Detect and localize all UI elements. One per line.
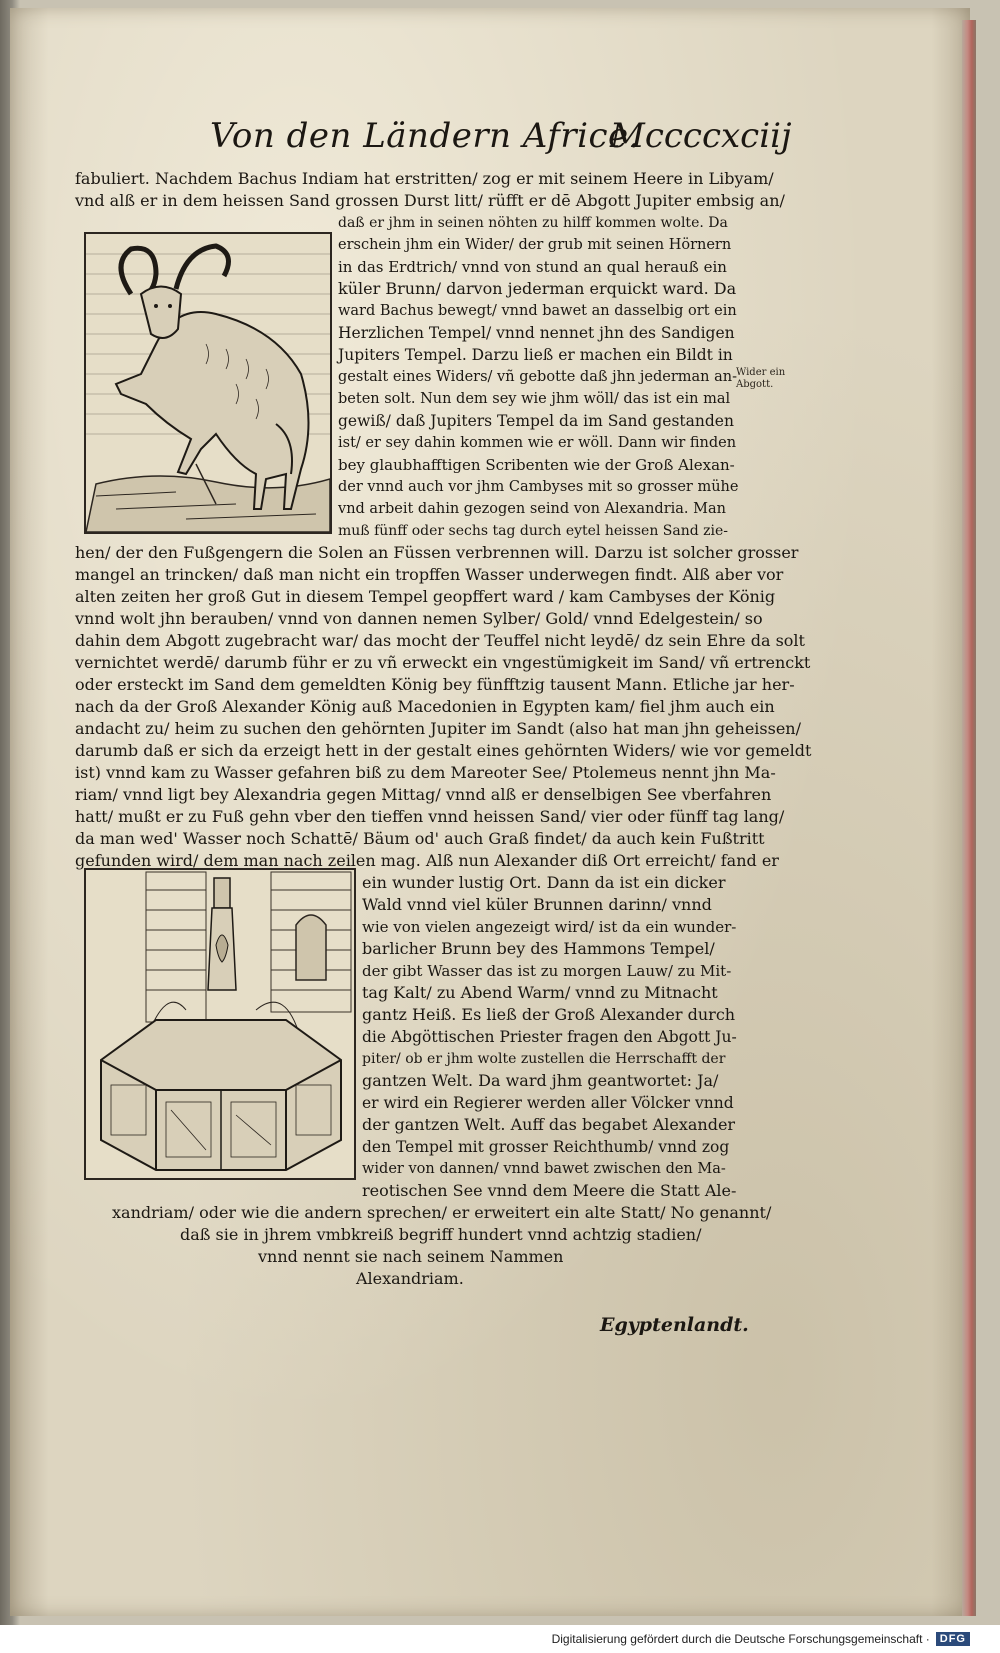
dfg-logo-icon: DFG (936, 1632, 970, 1646)
text-line-9: Jupiters Tempel. Darzu ließ er machen ein Bildt in (338, 346, 733, 364)
footer-credit-text: Digitalisierung gefördert durch die Deutsche Forschungsgemeinschaft · (551, 1632, 930, 1646)
text-line-22: dahin dem Abgott zugebracht war/ das mocht der Teuffel nicht leydē/ dz sein Ehre da solt (75, 631, 805, 650)
text-line-51: Alexandriam. (356, 1269, 464, 1288)
text-line-5: in das Erdtrich/ vnnd von stund an qual herauß ein (338, 258, 727, 276)
text-line-38: tag Kalt/ zu Abend Warm/ vnnd zu Mitnacht (362, 983, 718, 1002)
text-line-19: mangel an trincken/ daß man nicht ein tropffen Wasser underwegen findt. Alß aber vor (75, 565, 784, 584)
text-line-10: gestalt eines Widers/ vñ gebotte daß jhn jederman an- (338, 369, 738, 385)
text-line-36: barlicher Brunn bey des Hammons Tempel/ (362, 939, 715, 958)
text-line-20: alten zeiten her groß Gut in diesem Tempel geopffert ward / kam Cambyses der König (75, 587, 776, 606)
marginal-note: Wider ein Abgott. (736, 367, 786, 390)
text-line-8: Herzlichen Tempel/ vnnd nennet jhn des Sandigen (338, 324, 735, 342)
text-line-50: vnnd nennt sie nach seinem Nammen (258, 1247, 564, 1266)
text-line-39: gantz Heiß. Es ließ der Groß Alexander durch (362, 1005, 736, 1024)
page-folio-number: Mccccxciij (610, 116, 792, 156)
text-line-21: vnnd wolt jhn berauben/ vnnd von dannen nemen Sylber/ Gold/ vnnd Edelgestein/ so (75, 609, 763, 628)
text-line-30: hatt/ mußt er zu Fuß gehn vber den tieffen vnnd heissen Sand/ vier oder fünff tag lang/ (75, 807, 785, 826)
text-line-44: der gantzen Welt. Auff das begabet Alexander (362, 1115, 736, 1134)
page-red-edge (962, 20, 976, 1616)
text-line-7: ward Bachus bewegt/ vnnd bawet an dasselbig ort ein (338, 303, 737, 319)
text-line-16: vnd arbeit dahin gezogen seind von Alexandria. Man (338, 501, 726, 517)
text-line-40: die Abgöttischen Priester fragen den Abgott Ju- (362, 1028, 737, 1046)
text-line-6: küler Brunn/ darvon jederman erquickt ward. Da (338, 279, 737, 298)
text-line-31: da man wed' Wasser noch Schattē/ Bäum od' auch Graß findet/ da auch kein Fußtritt (75, 829, 765, 848)
text-line-23: vernichtet werdē/ darumb führ er zu vñ erweckt ein vngestümigkeit im Sand/ vñ ertrenckt (75, 653, 811, 672)
page-header-title: Von den Ländern Africe. (210, 116, 640, 156)
text-line-29: riam/ vnnd ligt bey Alexandria gegen Mittag/ vnnd alß er denselbigen See vberfahren (75, 785, 772, 804)
text-line-42: gantzen Welt. Da ward jhm geantwortet: Ja/ (362, 1071, 719, 1090)
text-line-37: der gibt Wasser das ist zu morgen Lauw/ zu Mit- (362, 962, 732, 980)
text-line-33: ein wunder lustig Ort. Dann da ist ein dicker (362, 873, 726, 892)
text-line-35: wie von vielen angezeigt wird/ ist da ein wunder- (362, 918, 737, 936)
text-line-26: andacht zu/ heim zu suchen den gehörnten Jupiter im Sandt (also hat man jhn geheissen/ (75, 719, 801, 738)
text-line-14: bey glaubhafftigen Scribenten wie der Groß Alexan- (338, 456, 735, 474)
text-line-3: daß er jhm in seinen nöhten zu hilff kommen wolte. Da (338, 215, 728, 231)
text-line-34: Wald vnnd viel küler Brunnen darinn/ vnnd (362, 895, 712, 914)
text-line-4: erschein jhm ein Wider/ der grub mit seinen Hörnern (338, 237, 732, 253)
text-line-13: ist/ er sey dahin kommen wie er wöll. Dann wir finden (338, 435, 737, 451)
text-line-43: er wird ein Regierer werden aller Völcker vnnd (362, 1094, 734, 1112)
text-line-11: beten solt. Nun dem sey wie jhm wöll/ das ist ein mal (338, 391, 731, 407)
text-line-25: nach da der Groß Alexander König auß Macedonien in Egypten kam/ fiel jhm auch ein (75, 697, 775, 716)
text-line-15: der vnnd auch vor jhm Cambyses mit so grosser mühe (338, 479, 739, 495)
text-line-17: muß fünff oder sechs tag durch eytel heissen Sand zie- (338, 523, 729, 539)
text-line-47: reotischen See vnnd dem Meere die Statt Ale- (362, 1181, 737, 1200)
text-line-18: hen/ der den Fußgengern die Solen an Füssen verbrennen will. Darzu ist solcher grosser (75, 543, 799, 562)
text-line-28: ist) vnnd kam zu Wasser gefahren biß zu dem Mareoter See/ Ptolemeus nennt jhn Ma- (75, 763, 776, 782)
text-line-48: xandriam/ oder wie die andern sprechen/ er erweitert ein alte Statt/ No genannt/ (112, 1203, 772, 1222)
text-line-12: gewiß/ daß Jupiters Tempel da im Sand gestanden (338, 412, 734, 430)
text-line-46: wider von dannen/ vnnd bawet zwischen den Ma- (362, 1161, 726, 1177)
footer-credit (552, 1632, 970, 1646)
text-line-2: vnd alß er in dem heissen Sand grossen Durst litt/ rüfft er dē Abgott Jupiter embsig an/ (75, 191, 785, 210)
fountain-woodcut-illustration (84, 868, 356, 1180)
text-line-27: darumb daß er sich da erzeigt hett in der gestalt eines gehörnten Widers/ wie vor gemeldt (75, 741, 812, 760)
text-line-1: fabuliert. Nachdem Bachus Indiam hat erstritten/ zog er mit seinem Heere in Libyam/ (75, 169, 774, 188)
text-line-45: den Tempel mit grosser Reichthumb/ vnnd zog (362, 1138, 730, 1156)
catchword: Egyptenlandt. (600, 1314, 749, 1336)
text-line-24: oder ersteckt im Sand dem gemeldten König bey fünfftzig tausent Mann. Etliche jar her- (75, 675, 795, 694)
text-line-41: piter/ ob er jhm wolte zustellen die Herrschafft der (362, 1051, 726, 1067)
text-line-32: gefunden wird/ dem man nach zeilen mag. Alß nun Alexander diß Ort erreicht/ fand er (75, 851, 779, 870)
ram-woodcut-illustration (84, 232, 332, 534)
text-line-49: daß sie in jhrem vmbkreiß begriff hundert vnnd achtzig stadien/ (180, 1225, 702, 1244)
